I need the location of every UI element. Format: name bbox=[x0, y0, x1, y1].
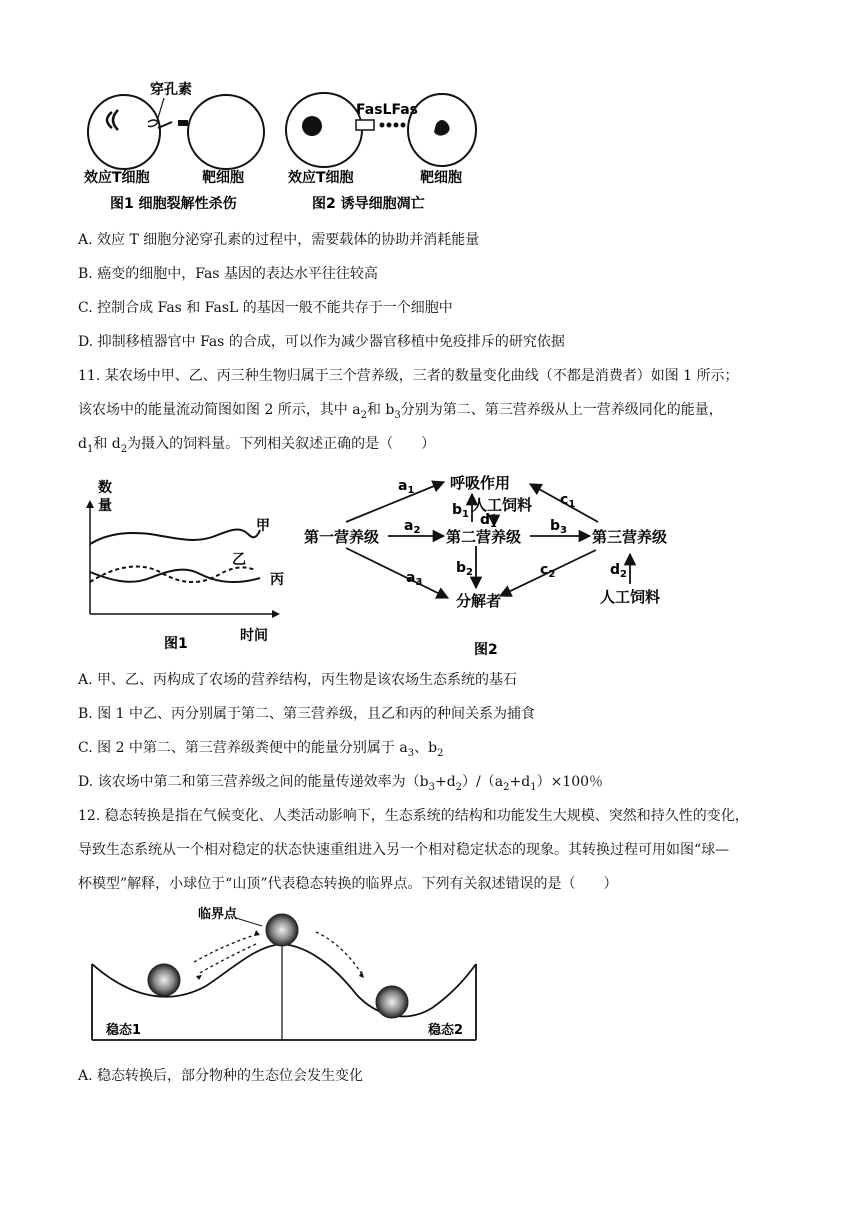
q10-option-b: B. 癌变的细胞中，Fas 基因的表达水平往往较高 bbox=[78, 266, 378, 282]
label-c2: $c_2$ bbox=[540, 562, 556, 580]
q12-stem-line2: 导致生态系统从一个相对稳定的状态快速重组进入另一个相对稳定状态的现象。其转换过程可用如图“球— bbox=[78, 842, 730, 858]
caption-fig2-top: 图2 诱导细胞凋亡 bbox=[312, 196, 425, 212]
q11-stem-line1: 11. 某农场中甲、乙、丙三种生物归属于三个营养级，三者的数量变化曲线（不都是消费者）如图 1 所示； bbox=[78, 368, 739, 384]
q12-stem-line1: 12. 稳态转换是指在气候变化、人类活动影响下，生态系统的结构和功能发生大规模、突然和持久性的变化， bbox=[78, 808, 749, 824]
curve-jia bbox=[90, 530, 260, 544]
state2-label: 稳态2 bbox=[428, 1023, 464, 1038]
effector-t-cell-label-1: 效应T细胞 bbox=[84, 170, 150, 186]
label-d1: $d_1$ bbox=[480, 512, 497, 530]
node-decomposer: 分解者 bbox=[456, 592, 502, 610]
node-respiration: 呼吸作用 bbox=[450, 474, 511, 492]
jia-label: 甲 bbox=[256, 518, 270, 534]
label-a2: $a_2$ bbox=[404, 518, 421, 536]
target-cell-label-2: 靶细胞 bbox=[420, 170, 462, 186]
q10-option-a: A. 效应 T 细胞分泌穿孔素的过程中，需要载体的协助并消耗能量 bbox=[78, 232, 480, 248]
effector-t-cell-label-2: 效应T细胞 bbox=[288, 170, 354, 186]
curve-bing bbox=[90, 570, 260, 582]
caption-fig1-top: 图1 细胞裂解性杀伤 bbox=[110, 196, 237, 212]
state1-label: 稳态1 bbox=[106, 1023, 142, 1038]
q11-stem-line3: $d_1$和 $d_2$为摄入的饲料量。下列相关叙述正确的是（ ） bbox=[78, 436, 436, 455]
q11-option-d: D. 该农场中第二和第三营养级之间的能量传递效率为$(b_3+d_2)/(a_2+d_1)\times 100$％ bbox=[78, 774, 604, 793]
yi-label: 乙 bbox=[232, 552, 246, 568]
node-feed-1: 人工饲料 bbox=[472, 496, 533, 514]
population-curve-figure bbox=[80, 474, 290, 654]
label-a3: $a_3$ bbox=[406, 570, 423, 588]
q10-option-c: C. 控制合成 Fas 和 FasL 的基因一般不能共存于一个细胞中 bbox=[78, 300, 453, 316]
target-cell-1 bbox=[188, 95, 264, 169]
faslfas-label: FasLFas bbox=[356, 102, 418, 118]
q12-option-a: A. 稳态转换后，部分物种的生态位会发生变化 bbox=[78, 1068, 364, 1084]
node-second-level: 第二营养级 bbox=[446, 528, 522, 546]
ball-left bbox=[148, 964, 180, 996]
ball-cup-model-figure bbox=[86, 904, 480, 1048]
energy-flow-figure bbox=[300, 470, 680, 660]
node-feed-2: 人工饲料 bbox=[600, 588, 661, 606]
y-axis-label-1: 数 bbox=[98, 480, 112, 496]
perforin-label: 穿孔素 bbox=[150, 82, 192, 98]
cell-killing-figure bbox=[80, 72, 480, 214]
bing-label: 丙 bbox=[270, 572, 284, 588]
vesicle-icon bbox=[107, 110, 118, 130]
effector-t-cell-2 bbox=[286, 93, 362, 167]
fig2-caption: 图2 bbox=[474, 642, 498, 658]
q11-stem-line2: 该农场中的能量流动简图如图 2 所示，其中 $a_2$和 $b_3$分别为第二、第三营养级从上一营养级同化的能量， bbox=[78, 402, 723, 421]
q12-stem-line3: 杯模型”解释，小球位于“山顶”代表稳态转换的临界点。下列有关叙述错误的是（ ） bbox=[78, 876, 618, 892]
ball-right bbox=[376, 986, 408, 1018]
label-b1: $b_1$ bbox=[452, 502, 469, 520]
label-b3: $b_3$ bbox=[550, 518, 567, 536]
node-first-level: 第一营养级 bbox=[304, 528, 380, 546]
q10-option-d: D. 抑制移植器官中 Fas 的合成，可以作为减少器官移植中免疫排斥的研究依据 bbox=[78, 334, 565, 350]
effector-t-cell-1 bbox=[88, 95, 160, 169]
label-b2: $b_2$ bbox=[456, 560, 473, 578]
y-axis-label-2: 量 bbox=[98, 498, 112, 514]
fig1-caption: 图1 bbox=[164, 636, 188, 652]
q11-option-c: C. 图 2 中第二、第三营养级粪便中的能量分别属于 $a_3$、$b_2$ bbox=[78, 740, 444, 759]
q11-option-a: A. 甲、乙、丙构成了农场的营养结构，丙生物是该农场生态系统的基石 bbox=[78, 672, 518, 688]
label-c1: $c_1$ bbox=[560, 492, 576, 510]
q11-option-b: B. 图 1 中乙、丙分别属于第二、第三营养级，且乙和丙的种间关系为捕食 bbox=[78, 706, 535, 722]
x-axis-label: 时间 bbox=[240, 628, 268, 644]
label-d2: $d_2$ bbox=[610, 562, 627, 580]
label-a1: $a_1$ bbox=[398, 478, 415, 496]
critical-point-label: 临界点 bbox=[198, 907, 238, 922]
ball-top bbox=[266, 914, 298, 946]
node-third-level: 第三营养级 bbox=[592, 528, 668, 546]
target-cell-label-1: 靶细胞 bbox=[202, 170, 244, 186]
